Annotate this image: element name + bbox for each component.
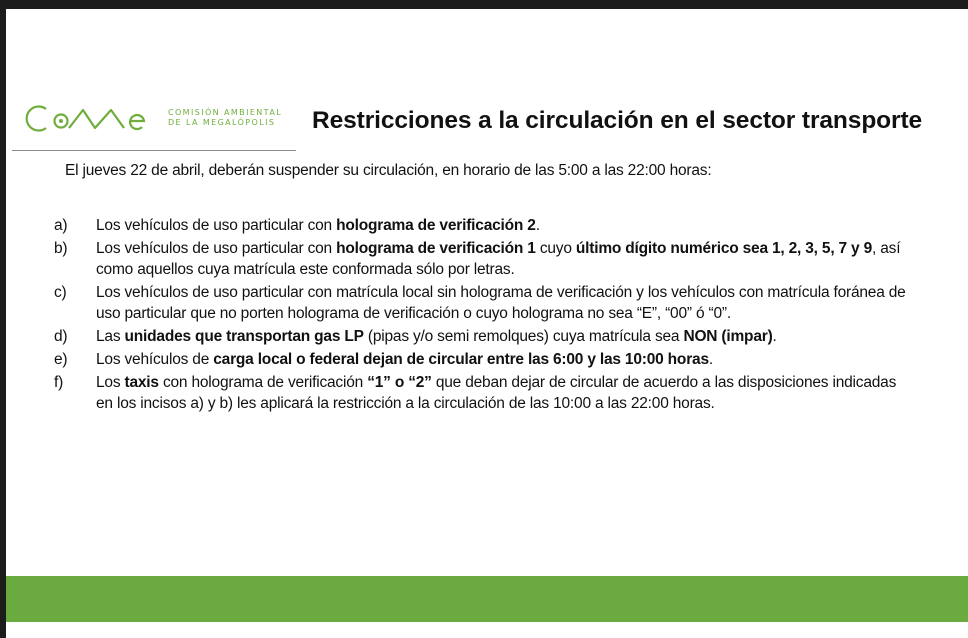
emphasis-text: unidades que transportan gas LP <box>124 328 364 345</box>
list-item-letter: e) <box>54 351 68 368</box>
logo-line-1: COMISIÓN AMBIENTAL <box>168 108 283 117</box>
slide-title: Restricciones a la circulación en el sector transporte <box>312 107 923 134</box>
logo-divider <box>12 150 296 151</box>
list-item-letter: a) <box>54 217 68 234</box>
intro-text: El jueves 22 de abril, deberán suspender su circulación, en horario de las 5:00 a las 22:00 horas: <box>65 162 712 179</box>
list-item-letter: d) <box>54 328 68 345</box>
list-item-letter: f) <box>54 374 64 391</box>
emphasis-text: último dígito numérico sea 1, 2, 3, 5, 7 y 9 <box>575 240 873 257</box>
logo-line-2: DE LA MEGALÓPOLIS <box>168 118 276 127</box>
slide <box>6 9 968 638</box>
list-item-letter: b) <box>54 240 68 257</box>
emphasis-text: carga local o federal dejan de circular entre las 6:00 y las 10:00 horas <box>213 351 709 368</box>
list-item <box>54 349 914 370</box>
list-item <box>54 372 914 414</box>
restrictions-list <box>54 215 914 416</box>
emphasis-text: taxis <box>124 374 159 391</box>
list-item-text: Los vehículos de carga local o federal dejan de circular entre las 6:00 y las 10:00 horas. <box>96 351 713 368</box>
footer-band <box>6 576 968 622</box>
list-item-text: Los vehículos de uso particular con holograma de verificación 1 cuyo último dígito numérico sea 1, 2, 3, 5, 7 y 9, así como aquellos cuya matrícula este conformada sólo por letras. <box>96 240 901 278</box>
list-item <box>54 326 914 347</box>
emphasis-text: holograma de verificación 2 <box>336 217 536 234</box>
logo-text <box>168 108 282 128</box>
list-item-text: Los vehículos de uso particular con holograma de verificación 2. <box>96 217 540 234</box>
list-item-text: Las unidades que transportan gas LP (pipas y/o semi remolques) cuya matrícula sea NON (impar). <box>96 328 777 345</box>
emphasis-text: NON (impar) <box>683 328 773 345</box>
emphasis-text: “1” o “2” <box>367 374 432 391</box>
came-logo <box>24 101 282 135</box>
list-item-text: Los vehículos de uso particular con matrícula local sin holograma de verificación y los vehículos con matrícula foránea de uso particular que no porten holograma de verificación o cuyo holograma no sea “E”, “00” ó “0”. <box>96 284 906 322</box>
list-item <box>54 238 914 280</box>
window-top-bar <box>0 0 968 9</box>
list-item-letter: c) <box>54 284 67 301</box>
list-item <box>54 282 914 324</box>
emphasis-text: holograma de verificación 1 <box>336 240 536 257</box>
list-item-text: Los taxis con holograma de verificación “1” o “2” que deban dejar de circular de acuerdo a las disposiciones indicadas en los incisos a) y b) les aplicará la restricción a la circulación de las 10:00 a las 22:00 horas. <box>96 374 897 412</box>
came-logo-icon <box>24 101 162 135</box>
list-item <box>54 215 914 236</box>
